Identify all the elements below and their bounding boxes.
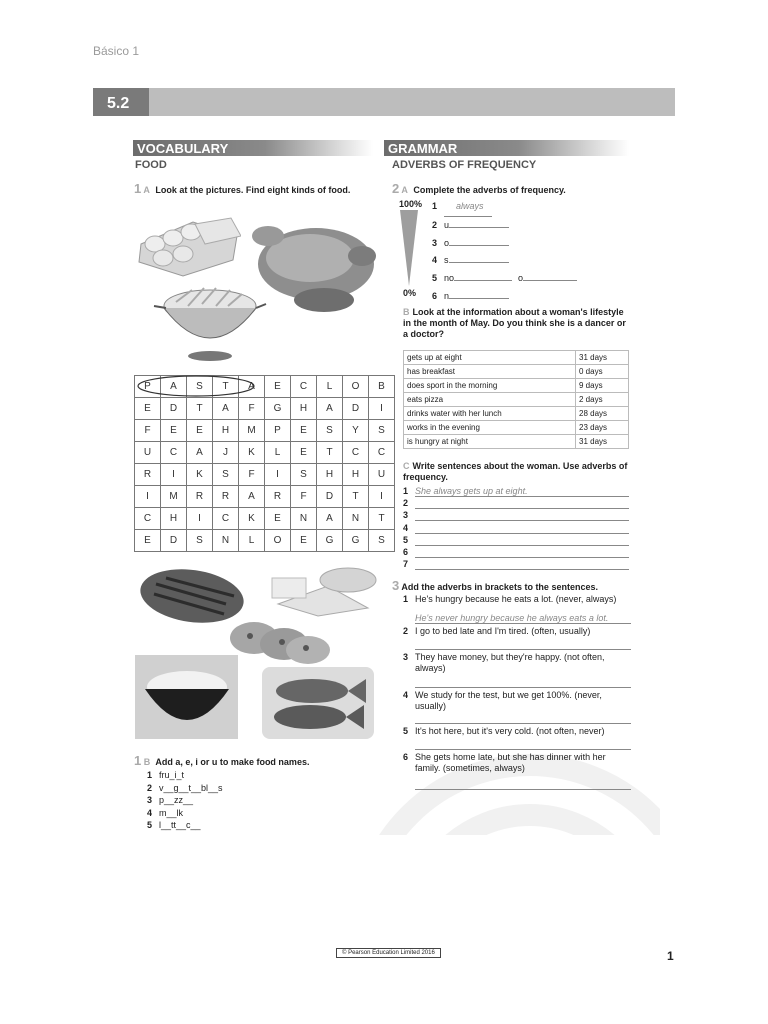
task-text: Complete the adverbs of frequency. xyxy=(413,185,566,195)
task-letter: B xyxy=(403,307,410,317)
grid-letter: L xyxy=(265,442,291,464)
exercise-3-question: I go to bed late and I'm tired. (often, usually) xyxy=(415,626,591,636)
grid-row xyxy=(135,464,395,486)
task-1a-instruction xyxy=(134,181,350,196)
grid-letter: P xyxy=(135,376,161,398)
sentence-item xyxy=(403,535,629,547)
grid-letter: K xyxy=(187,464,213,486)
food-name-item xyxy=(147,794,223,807)
grid-letter: I xyxy=(369,486,395,508)
sentence-answer[interactable] xyxy=(415,535,629,546)
food-subheading: FOOD xyxy=(135,159,167,171)
days-cell: 0 days xyxy=(576,365,629,379)
task-2c-instruction xyxy=(403,461,628,483)
task-letter: A xyxy=(401,185,408,195)
grid-letter: I xyxy=(161,464,187,486)
answer-blank[interactable] xyxy=(449,262,509,263)
grid-letter: H xyxy=(213,420,239,442)
exercise-3-question: He's hungry because he eats a lot. (never, always) xyxy=(415,594,617,604)
grid-row xyxy=(135,420,395,442)
grid-row xyxy=(135,508,395,530)
grid-letter: L xyxy=(239,530,265,552)
grid-letter: A xyxy=(239,486,265,508)
sentence-item xyxy=(403,486,629,498)
grid-letter: R xyxy=(187,486,213,508)
exercise-3-question: They have money, but they're happy. (not often, always) xyxy=(415,652,605,673)
grid-letter: E xyxy=(291,442,317,464)
task-text: Add the adverbs in brackets to the sentences. xyxy=(401,582,598,592)
lifestyle-row xyxy=(404,365,629,379)
food-word-gaps[interactable]: l__tt__c__ xyxy=(159,820,201,830)
food-name-item xyxy=(147,819,223,832)
page-number: 1 xyxy=(667,949,674,963)
grid-letter: I xyxy=(265,464,291,486)
grid-letter: E xyxy=(265,508,291,530)
exercise-3-item xyxy=(403,594,631,626)
grid-letter: S xyxy=(317,420,343,442)
adverb-item xyxy=(432,217,577,235)
grid-row xyxy=(135,442,395,464)
days-cell: 23 days xyxy=(576,421,629,435)
item-number: 1 xyxy=(403,594,409,604)
sentence-answer[interactable] xyxy=(415,559,629,570)
food-word-gaps[interactable]: m__lk xyxy=(159,807,184,818)
grid-letter: D xyxy=(317,486,343,508)
grid-letter: C xyxy=(343,442,369,464)
grid-letter: A xyxy=(213,398,239,420)
grid-letter: S xyxy=(291,464,317,486)
grid-letter: F xyxy=(291,486,317,508)
task-2a-instruction xyxy=(392,181,566,196)
food-names-list xyxy=(147,769,223,832)
lifestyle-row xyxy=(404,421,629,435)
grid-letter: H xyxy=(291,398,317,420)
grid-row xyxy=(135,530,395,552)
adverb-answer[interactable]: always xyxy=(444,198,492,217)
days-cell: 28 days xyxy=(576,407,629,421)
grid-letter: E xyxy=(187,420,213,442)
item-number: 5 xyxy=(432,273,438,284)
task-text: Look at the information about a woman's lifestyle in the month of May. Do you think she is a dancer or a doctor? xyxy=(403,307,626,339)
exercise-3-list xyxy=(403,594,631,792)
grid-letter: C xyxy=(369,442,395,464)
sentence-item xyxy=(403,547,629,559)
item-number: 3 xyxy=(403,652,409,662)
sentence-answer[interactable]: She always gets up at eight. xyxy=(415,486,629,497)
rice-bowl-picture xyxy=(135,655,238,739)
grid-letter: M xyxy=(161,486,187,508)
grid-row xyxy=(135,398,395,420)
grid-letter: H xyxy=(161,508,187,530)
grid-letter: T xyxy=(187,398,213,420)
adverb-item xyxy=(432,198,577,217)
grid-letter: N xyxy=(291,508,317,530)
cookies-picture xyxy=(228,616,332,666)
grid-letter: C xyxy=(161,442,187,464)
grid-letter: J xyxy=(213,442,239,464)
sentence-list xyxy=(403,486,629,571)
food-word-gaps[interactable]: fru_i_t xyxy=(159,770,185,780)
grid-letter: H xyxy=(317,464,343,486)
item-number: 1 xyxy=(432,201,438,211)
activity-cell: is hungry at night xyxy=(404,435,576,449)
sentence-answer[interactable] xyxy=(415,547,629,558)
exercise-3-item xyxy=(403,726,631,752)
days-cell: 31 days xyxy=(576,435,629,449)
exercise-3-item xyxy=(403,626,631,652)
task-letter: C xyxy=(403,461,410,471)
grid-letter: D xyxy=(343,398,369,420)
sentence-item xyxy=(403,523,629,535)
activity-cell: works in the evening xyxy=(404,421,576,435)
page-header-label: Básico 1 xyxy=(93,44,140,58)
item-number: 2 xyxy=(403,626,409,636)
pasta-colander-picture xyxy=(152,282,268,364)
lifestyle-row xyxy=(404,379,629,393)
scale-top-label: 100% xyxy=(399,199,423,209)
grid-letter: N xyxy=(343,508,369,530)
scale-bottom-label: 0% xyxy=(403,288,417,298)
lifestyle-table xyxy=(403,350,629,449)
adverb-answer[interactable]: no xyxy=(444,273,455,284)
item-number: 5 xyxy=(147,820,153,830)
unit-bar xyxy=(93,88,675,116)
grid-letter: H xyxy=(343,464,369,486)
grid-letter: R xyxy=(213,486,239,508)
pasta-answer-circle xyxy=(134,375,274,399)
adverb-item xyxy=(432,252,577,270)
grid-letter: N xyxy=(213,530,239,552)
grid-letter: E xyxy=(291,420,317,442)
grid-letter: M xyxy=(239,420,265,442)
task-text: Look at the pictures. Find eight kinds of food. xyxy=(155,185,351,195)
grid-letter: S xyxy=(369,420,395,442)
grid-letter: C xyxy=(291,376,317,398)
task-text: Add a, e, i or u to make food names. xyxy=(155,757,310,767)
grammar-heading: GRAMMAR xyxy=(384,140,629,156)
adverb-item xyxy=(432,270,577,288)
adverbs-subheading: ADVERBS OF FREQUENCY xyxy=(392,159,537,171)
sentence-item xyxy=(403,559,629,571)
exercise-3-item xyxy=(403,690,631,726)
answer-blank[interactable] xyxy=(523,280,577,281)
food-name-item xyxy=(147,769,223,782)
exercise-3-question: It's hot here, but it's very cold. (not often, never) xyxy=(415,726,605,736)
grid-row xyxy=(135,486,395,508)
item-number: 1 xyxy=(147,770,153,780)
lifestyle-row xyxy=(404,407,629,421)
answer-blank[interactable] xyxy=(449,298,509,299)
grid-letter: E xyxy=(291,530,317,552)
task-letter: B xyxy=(143,757,151,767)
exercise-3-answer[interactable] xyxy=(415,779,631,790)
grid-letter: S xyxy=(187,530,213,552)
grid-letter: E xyxy=(265,376,291,398)
exercise-3-answer[interactable] xyxy=(415,639,631,650)
grid-letter: T xyxy=(213,376,239,398)
days-cell: 9 days xyxy=(576,379,629,393)
item-number: 6 xyxy=(403,752,409,762)
vocabulary-heading: VOCABULARY xyxy=(133,140,373,156)
grid-letter: L xyxy=(317,376,343,398)
activity-cell: gets up at eight xyxy=(404,351,576,365)
lifestyle-row xyxy=(404,435,629,449)
grid-letter: U xyxy=(369,464,395,486)
exercise-3-answer[interactable] xyxy=(415,677,631,688)
days-cell: 31 days xyxy=(576,351,629,365)
item-number: 4 xyxy=(403,522,409,533)
sentence-answer[interactable] xyxy=(415,498,629,509)
exercise-3-item xyxy=(403,652,631,690)
grid-letter: P xyxy=(265,420,291,442)
food-word-gaps[interactable]: v__g__t__bl__s xyxy=(159,782,223,793)
cheese-picture xyxy=(268,564,378,618)
activity-cell: does sport in the morning xyxy=(404,379,576,393)
grid-letter: K xyxy=(239,508,265,530)
adverb-answer-2[interactable]: o xyxy=(518,273,524,284)
unit-number: 5.2 xyxy=(93,88,149,116)
activity-cell: has breakfast xyxy=(404,365,576,379)
task-number: 1 xyxy=(134,181,142,196)
grid-letter: F xyxy=(135,420,161,442)
grid-letter: T xyxy=(369,508,395,530)
answer-blank[interactable] xyxy=(449,245,509,246)
adverb-answer[interactable]: u xyxy=(444,219,450,230)
exercise-3-question: We study for the test, but we get 100%. (never, usually) xyxy=(415,690,602,711)
copyright-note: © Pearson Education Limited 2016 xyxy=(336,948,441,958)
grid-letter: C xyxy=(213,508,239,530)
grid-letter: R xyxy=(265,486,291,508)
item-number: 3 xyxy=(403,510,409,521)
item-number: 3 xyxy=(147,795,153,805)
grid-letter: G xyxy=(265,398,291,420)
adverb-item xyxy=(432,288,577,306)
adverb-answer[interactable]: o xyxy=(444,237,450,248)
grid-letter: A xyxy=(317,398,343,420)
sentence-answer[interactable] xyxy=(415,523,629,534)
task-number: 3 xyxy=(392,578,400,593)
frequency-scale-wedge xyxy=(400,210,420,286)
activity-cell: drinks water with her lunch xyxy=(404,407,576,421)
grid-letter: R xyxy=(135,464,161,486)
item-number: 6 xyxy=(432,290,438,301)
grid-letter: B xyxy=(369,376,395,398)
grid-letter: S xyxy=(213,464,239,486)
activity-cell: eats pizza xyxy=(404,393,576,407)
item-number: 2 xyxy=(403,498,409,509)
task-letter: A xyxy=(143,185,150,195)
item-number: 6 xyxy=(403,546,409,557)
task-1b-instruction xyxy=(134,753,309,768)
task-text: Write sentences about the woman. Use adverbs of frequency. xyxy=(403,461,628,482)
grid-letter: A xyxy=(187,442,213,464)
exercise-3-answer[interactable] xyxy=(415,739,631,750)
item-number: 5 xyxy=(403,726,409,736)
grid-letter: E xyxy=(135,398,161,420)
grid-letter: D xyxy=(161,530,187,552)
grid-letter: G xyxy=(343,530,369,552)
grid-letter: A xyxy=(161,376,187,398)
task-number: 1 xyxy=(134,753,142,768)
exercise-3-answer[interactable] xyxy=(415,713,631,724)
grid-letter: D xyxy=(161,398,187,420)
exercise-3-item xyxy=(403,752,631,792)
grid-letter: T xyxy=(343,486,369,508)
grid-letter: F xyxy=(239,398,265,420)
grid-letter: U xyxy=(135,442,161,464)
grid-letter: I xyxy=(135,486,161,508)
item-number: 7 xyxy=(403,559,409,570)
sentence-item xyxy=(403,510,629,522)
lifestyle-row xyxy=(404,351,629,365)
task-number: 2 xyxy=(392,181,400,196)
item-number: 1 xyxy=(403,486,409,496)
answer-blank[interactable] xyxy=(449,227,509,228)
sentence-answer[interactable] xyxy=(415,510,629,521)
item-number: 4 xyxy=(432,255,438,266)
item-number: 4 xyxy=(147,807,153,818)
grid-letter: T xyxy=(317,442,343,464)
lifestyle-row xyxy=(404,393,629,407)
grid-letter: S xyxy=(187,376,213,398)
grid-letter: E xyxy=(161,420,187,442)
grid-letter: A xyxy=(239,376,265,398)
food-name-item xyxy=(147,807,223,820)
adverb-answer[interactable]: s xyxy=(444,255,449,266)
item-number: 3 xyxy=(432,237,438,248)
grid-letter: C xyxy=(135,508,161,530)
adverb-item xyxy=(432,235,577,253)
grid-letter: I xyxy=(187,508,213,530)
adverb-answer[interactable]: n xyxy=(444,290,450,301)
food-word-gaps[interactable]: p__zz__ xyxy=(159,795,194,805)
grid-letter: O xyxy=(343,376,369,398)
item-number: 5 xyxy=(403,534,409,545)
answer-blank[interactable] xyxy=(454,280,512,281)
word-search-grid xyxy=(134,375,395,552)
item-number: 2 xyxy=(147,782,153,793)
exercise-3-answer[interactable]: He's never hungry because he always eats a lot. xyxy=(415,613,631,624)
food-name-item xyxy=(147,782,223,795)
item-number: 2 xyxy=(432,219,438,230)
grid-letter: S xyxy=(369,530,395,552)
eggs-picture xyxy=(133,214,241,280)
grid-letter: K xyxy=(239,442,265,464)
grid-letter: G xyxy=(317,530,343,552)
grid-letter: O xyxy=(265,530,291,552)
grid-letter: Y xyxy=(343,420,369,442)
grid-letter: F xyxy=(239,464,265,486)
grid-letter: I xyxy=(369,398,395,420)
adverb-list xyxy=(432,198,577,306)
fish-picture xyxy=(262,667,374,739)
sentence-item xyxy=(403,498,629,510)
grid-letter: A xyxy=(317,508,343,530)
grid-letter: E xyxy=(135,530,161,552)
exercise-3-question: She gets home late, but she has dinner with her family. (sometimes, always) xyxy=(415,752,606,773)
task-3-instruction xyxy=(392,578,598,593)
item-number: 4 xyxy=(403,690,409,700)
days-cell: 2 days xyxy=(576,393,629,407)
task-2b-instruction xyxy=(403,307,628,340)
